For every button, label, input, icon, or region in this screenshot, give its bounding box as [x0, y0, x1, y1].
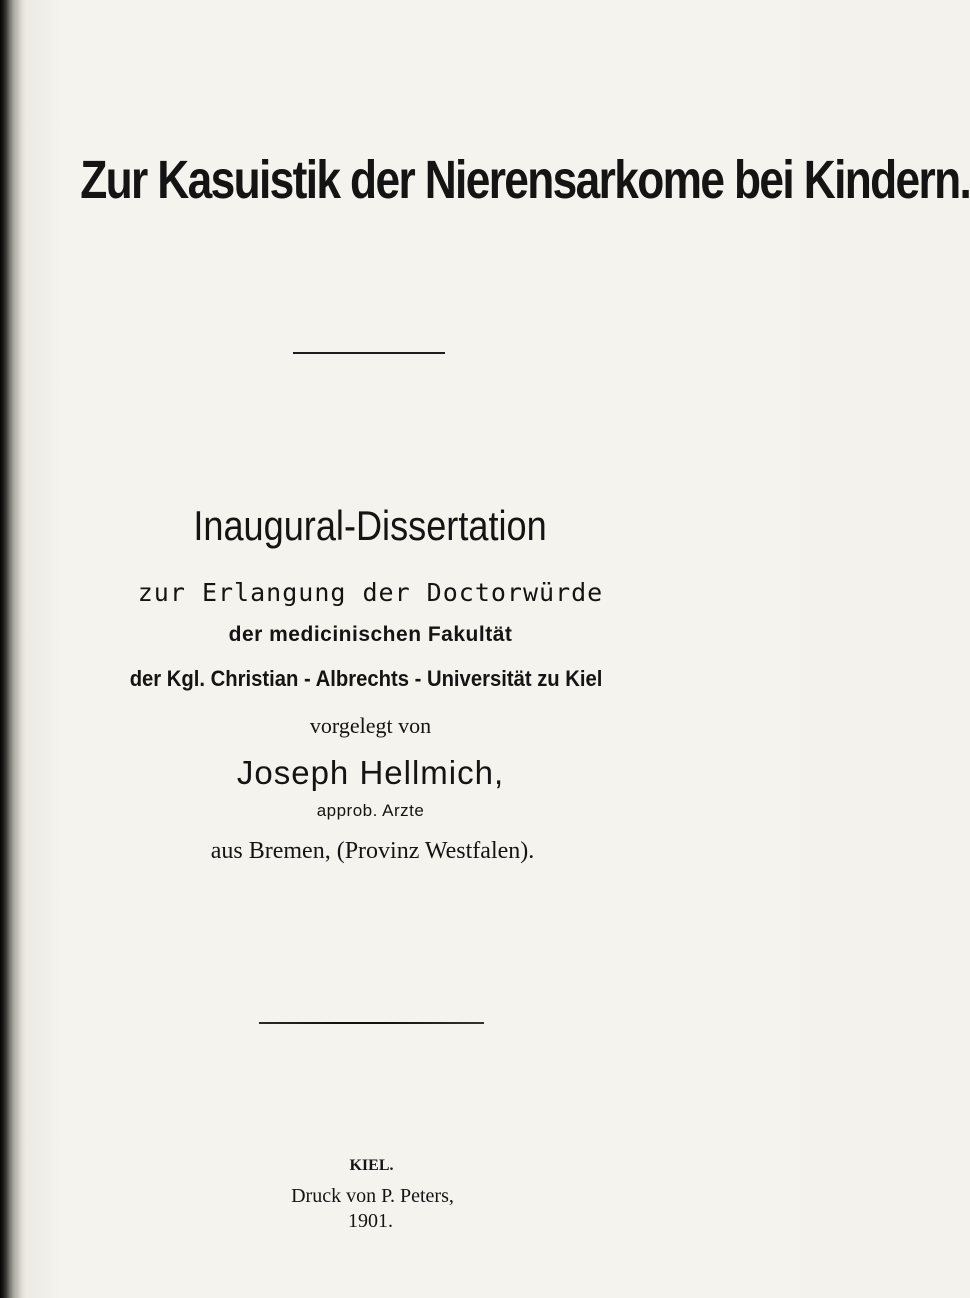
submitted-by-line: vorgelegt von [309, 713, 432, 738]
separator-rule-top [293, 352, 445, 354]
author-origin: aus Bremen, (Provinz Westfalen). [210, 838, 535, 864]
author-name: Joseph Hellmich, [236, 754, 505, 791]
faculty-line: der medicinischen Fakultät [228, 623, 513, 646]
university-line: der Kgl. Christian - Albrechts - Universität zu Kiel [129, 666, 603, 691]
author-qualification: approb. Arzte [316, 801, 425, 820]
degree-purpose: zur Erlangung der Doctorwürde [137, 578, 604, 607]
separator-rule-bottom [259, 1022, 484, 1024]
document-title: Zur Kasuistik der Nierensarkome bei Kindern. [80, 150, 970, 210]
dissertation-heading: Inaugural-Dissertation [193, 502, 547, 549]
imprint-city: KIEL. [349, 1157, 394, 1174]
imprint-printer: Druck von P. Peters, [291, 1185, 454, 1207]
imprint-year: 1901. [348, 1210, 393, 1232]
